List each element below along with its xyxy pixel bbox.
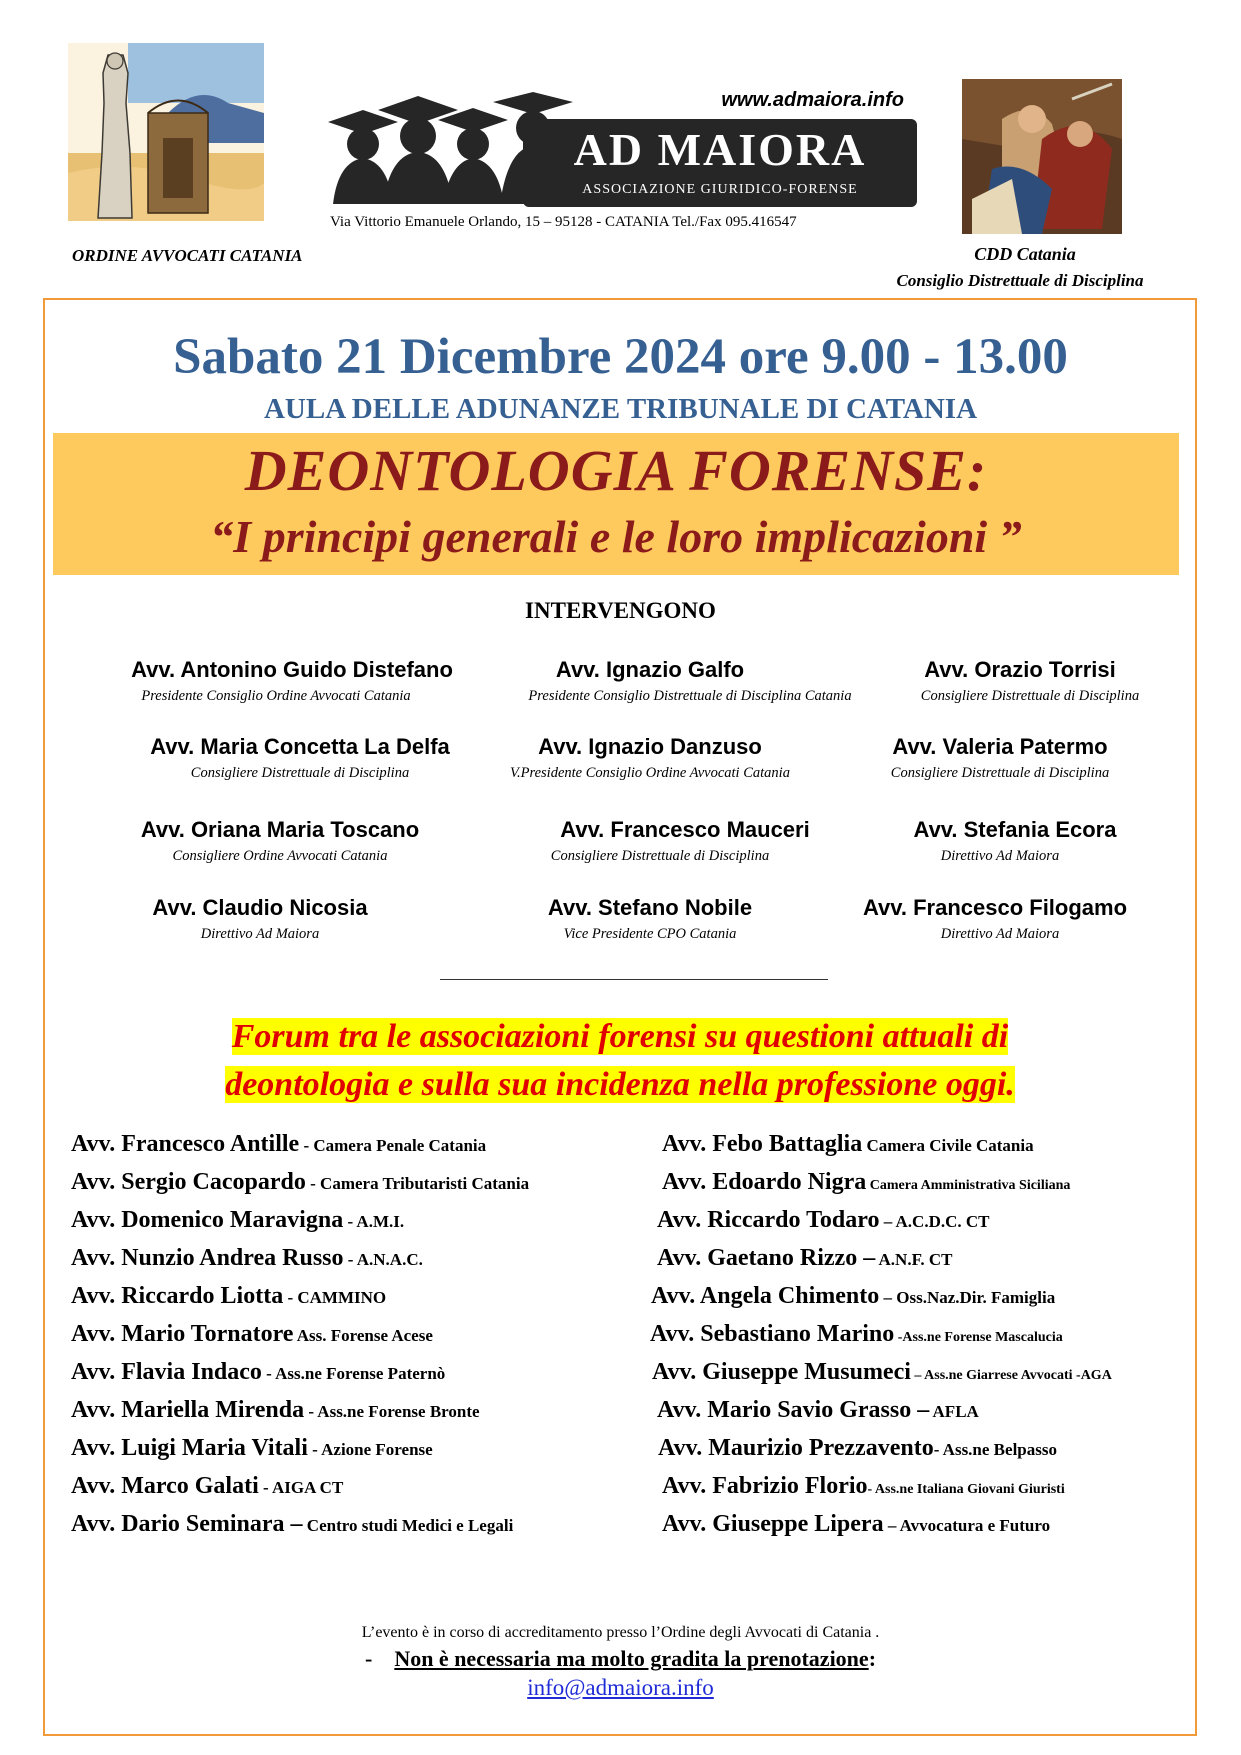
participant-association: -Ass.ne Forense Mascalucia <box>894 1330 1063 1345</box>
participant-entry <box>652 1359 1112 1386</box>
participant-entry <box>662 1511 1050 1538</box>
participant-entry <box>657 1207 990 1234</box>
speaker-role: V.Presidente Consiglio Ordine Avvocati Catania <box>510 765 790 781</box>
event-title: DEONTOLOGIA FORENSE: <box>244 438 988 503</box>
participant-entry <box>657 1245 953 1272</box>
participant-name: Avv. Febo Battaglia <box>662 1131 863 1157</box>
participant-association: – Oss.Naz.Dir. Famiglia <box>879 1288 1056 1307</box>
participant-entry <box>71 1473 343 1500</box>
participant-association: AFLA <box>929 1402 979 1421</box>
participant-association: - A.N.A.C. <box>343 1250 423 1269</box>
contact-email-link[interactable]: info@admaiora.info <box>527 1675 714 1700</box>
participant-association: Ass. Forense Acese <box>293 1326 433 1345</box>
participant-name: Avv. Riccardo Todaro <box>657 1207 880 1233</box>
participant-association: Camera Amministrativa Siciliana <box>866 1178 1071 1193</box>
speaker-name: Avv. Stefano Nobile <box>547 895 753 920</box>
booking-note <box>0 1646 1241 1672</box>
accreditation-note: L’evento è in corso di accreditamento presso l’Ordine degli Avvocati di Catania . <box>361 1624 880 1641</box>
speaker-role: Direttivo Ad Maiora <box>200 926 320 942</box>
participant-association: – Avvocatura e Futuro <box>883 1516 1051 1535</box>
participant-name: Avv. Fabrizio Florio <box>662 1473 868 1499</box>
participant-entry <box>657 1397 979 1424</box>
admaiora-address: Via Vittorio Emanuele Orlando, 15 – 95128 - CATANIA Tel./Fax 095.416547 <box>330 214 797 230</box>
participant-entry <box>662 1131 1034 1158</box>
speaker-role: Consigliere Ordine Avvocati Catania <box>172 848 388 864</box>
participant-entry <box>658 1435 1057 1462</box>
participant-association: A.N.F. CT <box>875 1250 953 1269</box>
participant-association: Centro studi Medici e Legali <box>302 1516 514 1535</box>
participant-name: Avv. Angela Chimento <box>651 1283 880 1309</box>
admaiora-subtitle: ASSOCIAZIONE GIURIDICO-FORENSE <box>582 182 858 197</box>
speakers-heading: INTERVENGONO <box>525 598 716 623</box>
speaker-name: Avv. Francesco Mauceri <box>560 817 810 842</box>
participant-association: – Ass.ne Giarrese Avvocati -AGA <box>910 1368 1112 1383</box>
participant-entry <box>71 1321 433 1348</box>
participant-association: - Camera Penale Catania <box>299 1136 487 1155</box>
participant-entry <box>71 1131 486 1158</box>
participant-name: Avv. Riccardo Liotta <box>71 1283 284 1309</box>
speaker-role: Direttivo Ad Maiora <box>940 926 1060 942</box>
ordine-avvocati-caption: ORDINE AVVOCATI CATANIA <box>72 246 303 265</box>
event-venue: AULA DELLE ADUNANZE TRIBUNALE DI CATANIA <box>263 393 978 425</box>
participant-entry <box>71 1397 480 1424</box>
speaker-name: Avv. Claudio Nicosia <box>152 895 368 920</box>
booking-colon: : <box>868 1646 877 1671</box>
title-box <box>53 433 1179 575</box>
participant-entry <box>71 1511 513 1538</box>
participant-association: - Azione Forense <box>307 1440 433 1459</box>
speaker-role: Consigliere Distrettuale di Disciplina <box>890 765 1110 781</box>
speaker-name: Avv. Oriana Maria Toscano <box>140 817 420 842</box>
speaker-name: Avv. Antonino Guido Distefano <box>131 657 453 682</box>
participant-entry <box>71 1283 386 1310</box>
participant-association: - Ass.ne Belpasso <box>933 1440 1057 1459</box>
participant-entry <box>71 1169 529 1196</box>
participant-entry <box>71 1245 423 1272</box>
participant-name: Avv. Nunzio Andrea Russo <box>71 1245 344 1271</box>
speaker-role: Presidente Consiglio Ordine Avvocati Catania <box>141 688 411 704</box>
divider-line <box>440 979 828 980</box>
forum-line-2: deontologia e sulla sua incidenza nella professione oggi. <box>225 1066 1015 1103</box>
speaker-role: Consigliere Distrettuale di Disciplina <box>190 765 410 781</box>
participant-name: Avv. Domenico Maravigna <box>71 1207 344 1233</box>
participant-name: Avv. Sergio Cacopardo <box>71 1169 306 1195</box>
participant-name: Avv. Francesco Antille <box>71 1131 300 1157</box>
participant-name: Avv. Luigi Maria Vitali <box>71 1435 308 1461</box>
speaker-name: Avv. Stefania Ecora <box>913 817 1117 842</box>
participant-association: – A.C.D.C. CT <box>879 1212 990 1231</box>
participant-entry <box>662 1473 1065 1500</box>
speaker-role: Direttivo Ad Maiora <box>940 848 1060 864</box>
admaiora-logo-banner <box>523 119 917 207</box>
speaker-name: Avv. Maria Concetta La Delfa <box>150 734 450 759</box>
cdd-subtitle: Consiglio Distrettuale di Disciplina <box>896 271 1144 290</box>
event-date: Sabato 21 Dicembre 2024 ore 9.00 - 13.00 <box>173 329 1068 385</box>
participant-entry <box>651 1283 1055 1310</box>
speaker-name: Avv. Valeria Patermo <box>892 734 1108 759</box>
participant-name: Avv. Sebastiano Marino <box>650 1321 895 1347</box>
booking-text: Non è necessaria ma molto gradita la prenotazione <box>394 1646 869 1671</box>
participant-name: Avv. Mario Tornatore <box>71 1321 294 1347</box>
participant-association: - Ass.ne Italiana Giovani Giuristi <box>867 1482 1065 1497</box>
speaker-role: Consigliere Distrettuale di Disciplina <box>550 848 770 864</box>
event-subtitle: “I principi generali e le loro implicazioni ” <box>210 511 1022 562</box>
participant-name: Avv. Mario Savio Grasso – <box>657 1397 930 1423</box>
booking-dash: - <box>364 1646 373 1671</box>
ordine-avvocati-logo-icon <box>68 43 264 221</box>
participant-association: - AIGA CT <box>258 1478 344 1497</box>
admaiora-name: AD MAIORA <box>573 124 867 175</box>
participant-name: Avv. Flavia Indaco <box>71 1359 262 1385</box>
participant-name: Avv. Maurizio Prezzavento <box>658 1435 934 1461</box>
participant-entry <box>662 1169 1070 1196</box>
forum-description <box>140 1013 1100 1109</box>
participant-name: Avv. Dario Seminara – <box>71 1511 303 1537</box>
participant-association: - Ass.ne Forense Paternò <box>261 1364 446 1383</box>
participant-name: Avv. Mariella Mirenda <box>71 1397 305 1423</box>
speaker-role: Consigliere Distrettuale di Disciplina <box>920 688 1140 704</box>
cdd-painting-icon <box>962 79 1122 234</box>
speaker-name: Avv. Ignazio Galfo <box>555 657 745 682</box>
admaiora-website[interactable]: www.admaiora.info <box>721 89 904 111</box>
forum-line-1: Forum tra le associazioni forensi su questioni attuali di <box>231 1018 1009 1055</box>
cdd-title: CDD Catania <box>974 244 1076 264</box>
participant-name: Avv. Marco Galati <box>71 1473 259 1499</box>
speaker-name: Avv. Ignazio Danzuso <box>538 734 762 759</box>
participant-entry <box>650 1321 1063 1348</box>
speaker-role: Presidente Consiglio Distrettuale di Disciplina Catania <box>528 688 852 704</box>
speaker-name: Avv. Orazio Torrisi <box>924 657 1116 682</box>
participant-association: - A.M.I. <box>343 1212 405 1231</box>
participant-association: - Ass.ne Forense Bronte <box>304 1402 480 1421</box>
participant-entry <box>71 1435 433 1462</box>
participant-association: Camera Civile Catania <box>862 1136 1034 1155</box>
participant-name: Avv. Giuseppe Lipera <box>662 1511 884 1537</box>
participant-association: - Camera Tributaristi Catania <box>305 1174 530 1193</box>
participant-association: - CAMMINO <box>283 1288 387 1307</box>
participant-entry <box>71 1207 404 1234</box>
participant-name: Avv. Giuseppe Musumeci <box>652 1359 911 1385</box>
speaker-name: Avv. Francesco Filogamo <box>862 895 1128 920</box>
participant-name: Avv. Gaetano Rizzo – <box>657 1245 876 1271</box>
participant-name: Avv. Edoardo Nigra <box>662 1169 867 1195</box>
participant-entry <box>71 1359 445 1386</box>
speaker-role: Vice Presidente CPO Catania <box>563 926 737 942</box>
